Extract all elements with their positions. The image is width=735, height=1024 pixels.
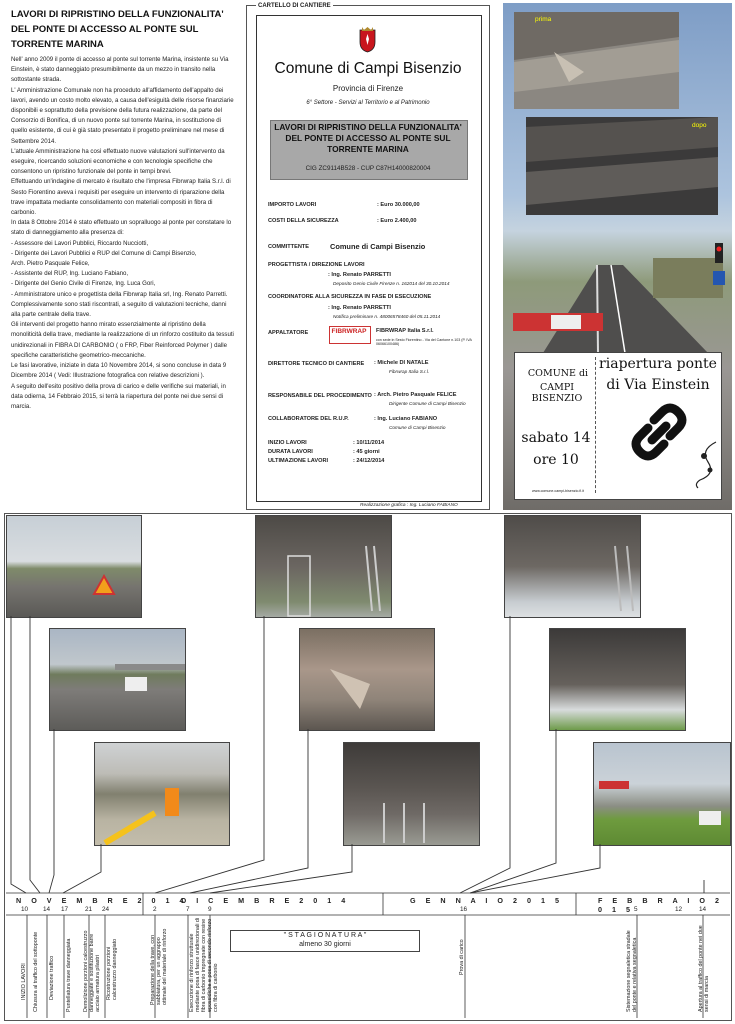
direttore-label: DIRETTORE TECNICO DI CANTIERE — [268, 361, 365, 367]
inizio-value: : 10/11/2014 — [353, 440, 385, 446]
collaboratore-name: : Ing. Luciano FABIANO — [374, 416, 438, 422]
poster-comune-line1: COMUNE di — [527, 368, 589, 379]
event-chiusura: Chiusura al traffico del sottoponte — [33, 931, 39, 1012]
poster-url: www.comune.campi-bisenzio.fi.it — [532, 489, 584, 493]
progettista-label: PROGETTISTA / DIREZIONE LAVORI — [268, 262, 365, 268]
day-5: 5 — [634, 906, 638, 913]
day-9: 9 — [208, 906, 212, 913]
event-ricostruzione: Ricostruzione porzioni calcestruzzo danneggiato — [106, 938, 118, 1000]
ultimazione-label: ULTIMAZIONE LAVORI — [268, 458, 329, 464]
event-apertura: Apertura al traffico del ponte nei due sensi di marcia — [698, 925, 710, 1012]
event-deviazione: Deviazione traffico — [49, 955, 55, 1000]
sicurezza-value: : Euro 2.400,00 — [377, 218, 417, 224]
coordinatore-name: : Ing. Renato PARRETTI — [328, 305, 391, 311]
importo-value: : Euro 30.000,00 — [377, 202, 420, 208]
progettista-name: : Ing. Renato PARRETTI — [328, 272, 391, 278]
importo-label: IMPORTO LAVORI — [268, 202, 317, 208]
event-preparazione: Preparazione della trave, con sabbiatura, per un aggrappo ottimale del materiale di rinforzo — [150, 928, 168, 1005]
poster-date: sabato 14 — [521, 430, 591, 446]
collaboratore-label: COLLABORATORE DEL R.U.P. — [268, 416, 349, 422]
month-febbraio: F E B B R A I O 2 0 1 5 — [598, 896, 723, 914]
inizio-label: INIZIO LAVORI — [268, 440, 307, 446]
day-16: 16 — [460, 906, 468, 913]
cartello-title: LAVORI DI RIPRISTINO DELLA FUNZIONALITA' DEL PONTE DI ACCESSO AL PONTE SUL TORRENTE MARINA — [274, 122, 462, 154]
day-17: 17 — [61, 906, 69, 913]
day-7: 7 — [186, 906, 190, 913]
stagionatura-title: " S T A G I O N A T U R A " — [283, 932, 367, 939]
day-12: 12 — [675, 906, 683, 913]
day-10: 10 — [21, 906, 29, 913]
day-14-feb: 14 — [699, 906, 707, 913]
event-puntellatura: Puntellatura trave danneggiata — [66, 938, 72, 1012]
day-24: 24 — [102, 906, 110, 913]
event-segnaletica: Sistemazione segnaletica stradale del ponte e relativa segnaletica — [626, 930, 638, 1012]
event-rinforzo: Esecuzione di rinforzo strutturale mediante posa di fasce unidirezionali di fibra di carbonio impregnate con resine epossidiche e posa di secondo rinforzo con fibra di carbonio — [189, 917, 219, 1012]
label-prima: prima — [535, 16, 552, 23]
coordinatore-note: Notifica preliminare n. 48006578460 del 05.11.2014 — [333, 314, 441, 319]
sicurezza-label: COSTI DELLA SICUREZZA — [268, 218, 339, 224]
fibrwrap-logo: FIBRWRAP — [331, 328, 367, 335]
cartello-cig: CIG ZC9114B528 - CUP C87H14000820004 — [305, 165, 431, 172]
coordinatore-label: COORDINATORE ALLA SICUREZZA IN FASE DI ESECUZIONE — [268, 294, 432, 300]
cartello-comune: Comune di Campi Bisenzio — [274, 60, 462, 77]
event-demolizione: Demolizione porzioni calcestruzzo danneggiate e sostituzione barre acciaio armatura pilastri — [83, 930, 101, 1012]
committente-value: Comune di Campi Bisenzio — [330, 242, 426, 251]
poster-comune-line2: CAMPI BISENZIO — [531, 382, 583, 404]
durata-value: : 45 giorni — [353, 449, 380, 455]
direttore-note: Fibrwrap Italia S.r.l. — [389, 369, 430, 374]
committente-label: COMMITTENTE — [268, 244, 310, 250]
event-inizio-lavori: INIZIO LAVORI — [21, 963, 27, 1000]
poster-time: ore 10 — [533, 452, 579, 468]
event-prova-carico: Prova di carico — [459, 939, 465, 975]
intro-body: Nell' anno 2009 il ponte di accesso al ponte sul torrente Marina, insistente su Via Einstein, è stato danneggiato presumibilmente da un mezzo in transito nella sottostante strada. L' Amministrazione Comunale non ha proceduto all'affidamento dell'appalto dei lavori, avendo un costo molto elevato, a causa dell'esiguità delle risorse finanziarie disponibili e soprattutto della previsione della futura realizzazione, da parte del Consorzio di Bonifica, di un nuovo ponte sul torrente Marina, in sostituzione di quello esistente, di cui è già stato presentato il progetto preliminare nel mese di Settembre 2014. L'attuale Amministrazione ha così effettuato nuove valutazioni sull'intervento da eseguire, ricercando soluzioni economiche e con tecnologie specifiche che consentono un ripristino funzionale del ponte in tempi brevi. Effettuando un'indagine di mercato è risultato che l'impresa Fibrwrap Italia S.r.l. di Sesto Fiorentino aveva i requisiti per eseguire un intervento di riparazione della trave impattata mediante consolidamento con materiali compositi in fibra di carbonio. In data 8 Ottobre 2014 è stato effettuato un sopralluogo al ponte per constatare lo stato di danneggiamento alla presenza di: - Assessore dei Lavori Pubblici, Riccardo Nucciotti, - Dirigente dei Lavori Pubblici e RUP del Comune di Campi Bisenzio, Arch. Pietro Pasquale Felice, - Assistente del RUP, Ing. Luciano Fabiano, - Dirigente del Genio Civile di Firenze, Ing. Luca Gori, - Amministratore unico e progettista della Fibrwrap Italia srl, Ing. Renato Parretti. Complessivamente sono stati riscontrati, a seguito di valutazioni tecniche, danni alla parte centrale della trave. Gli interventi del progetto hanno mirato essenzialmente al ripristino della monoliticità della trave, mediante la realizzazione di un rinforzo costituito da tessuti unidirezionali in FIBRA DI CARBONIO ( o FRP, Fiber Reinforced Polymer ) dalle specifiche caratteristiche geometrico-meccaniche. Le fasi lavorative, iniziate in data 10 Novembre 2014, si sono concluse in data 9 Dicembre 2014 ( Vedi: Illustrazione fotografica con relative descrizioni ). A seguito dell'esito positivo della prova di carico e delle verifiche sui materiali, in data odierna, 14 Febbraio 2015, si terrà la riapertura del ponte nei due sensi di marcia. — [11, 56, 234, 410]
month-gennaio: G E N N A I O 2 0 1 5 — [410, 896, 563, 905]
direttore-name: : Michele DI NATALE — [374, 360, 429, 366]
appaltatore-name: FIBRWRAP Italia S.r.l. — [376, 328, 434, 334]
appaltatore-label: APPALTATORE — [268, 330, 309, 336]
cartello-settore: 6° Settore - Servizi al Territorio e al Patrimonio — [306, 100, 430, 106]
intro-title: LAVORI DI RIPRISTINO DELLA FUNZIONALITA' DEL PONTE DI ACCESSO AL PONTE SUL TORRENTE MARINA — [11, 9, 224, 50]
collaboratore-note: Comune di Campi Bisenzio — [389, 425, 446, 430]
grafica-credit: Realizzazione grafica : Ing. Luciano FABIANO — [360, 503, 458, 508]
stagionatura-duration: almeno 30 giorni — [299, 941, 351, 948]
ultimazione-value: : 24/12/2014 — [353, 458, 385, 464]
month-novembre: N O V E M B R E 2 0 1 4 — [16, 896, 188, 905]
day-21: 21 — [85, 906, 93, 913]
responsabile-label: RESPONSABILE DEL PROCEDIMENTO — [268, 393, 372, 399]
poster-title-line2: di Via Einstein — [606, 377, 710, 393]
day-2: 2 — [153, 906, 157, 913]
cartello-label: CARTELLO DI CANTIERE — [258, 3, 331, 9]
label-dopo: dopo — [692, 122, 707, 129]
appaltatore-note: con sede in Sesto Fiorentino - Via del Cantone n.103 (P. IVA 06066100486) — [376, 338, 472, 347]
responsabile-note: Dirigente Comune di Campi Bisenzio — [389, 401, 466, 406]
poster-title-line1: riapertura ponte — [599, 356, 717, 372]
day-14: 14 — [43, 906, 51, 913]
progettista-note: Deposito Genio Civile Firenze n. 162014 del 30.10.2014 — [333, 281, 450, 286]
durata-label: DURATA LAVORI — [268, 449, 313, 455]
month-dicembre: D I C E M B R E 2 0 1 4 — [181, 896, 350, 905]
responsabile-name: : Arch. Pietro Pasquale FELICE — [374, 392, 457, 398]
cartello-provincia: Provincia di Firenze — [332, 84, 404, 93]
stagionatura-box — [230, 930, 420, 952]
